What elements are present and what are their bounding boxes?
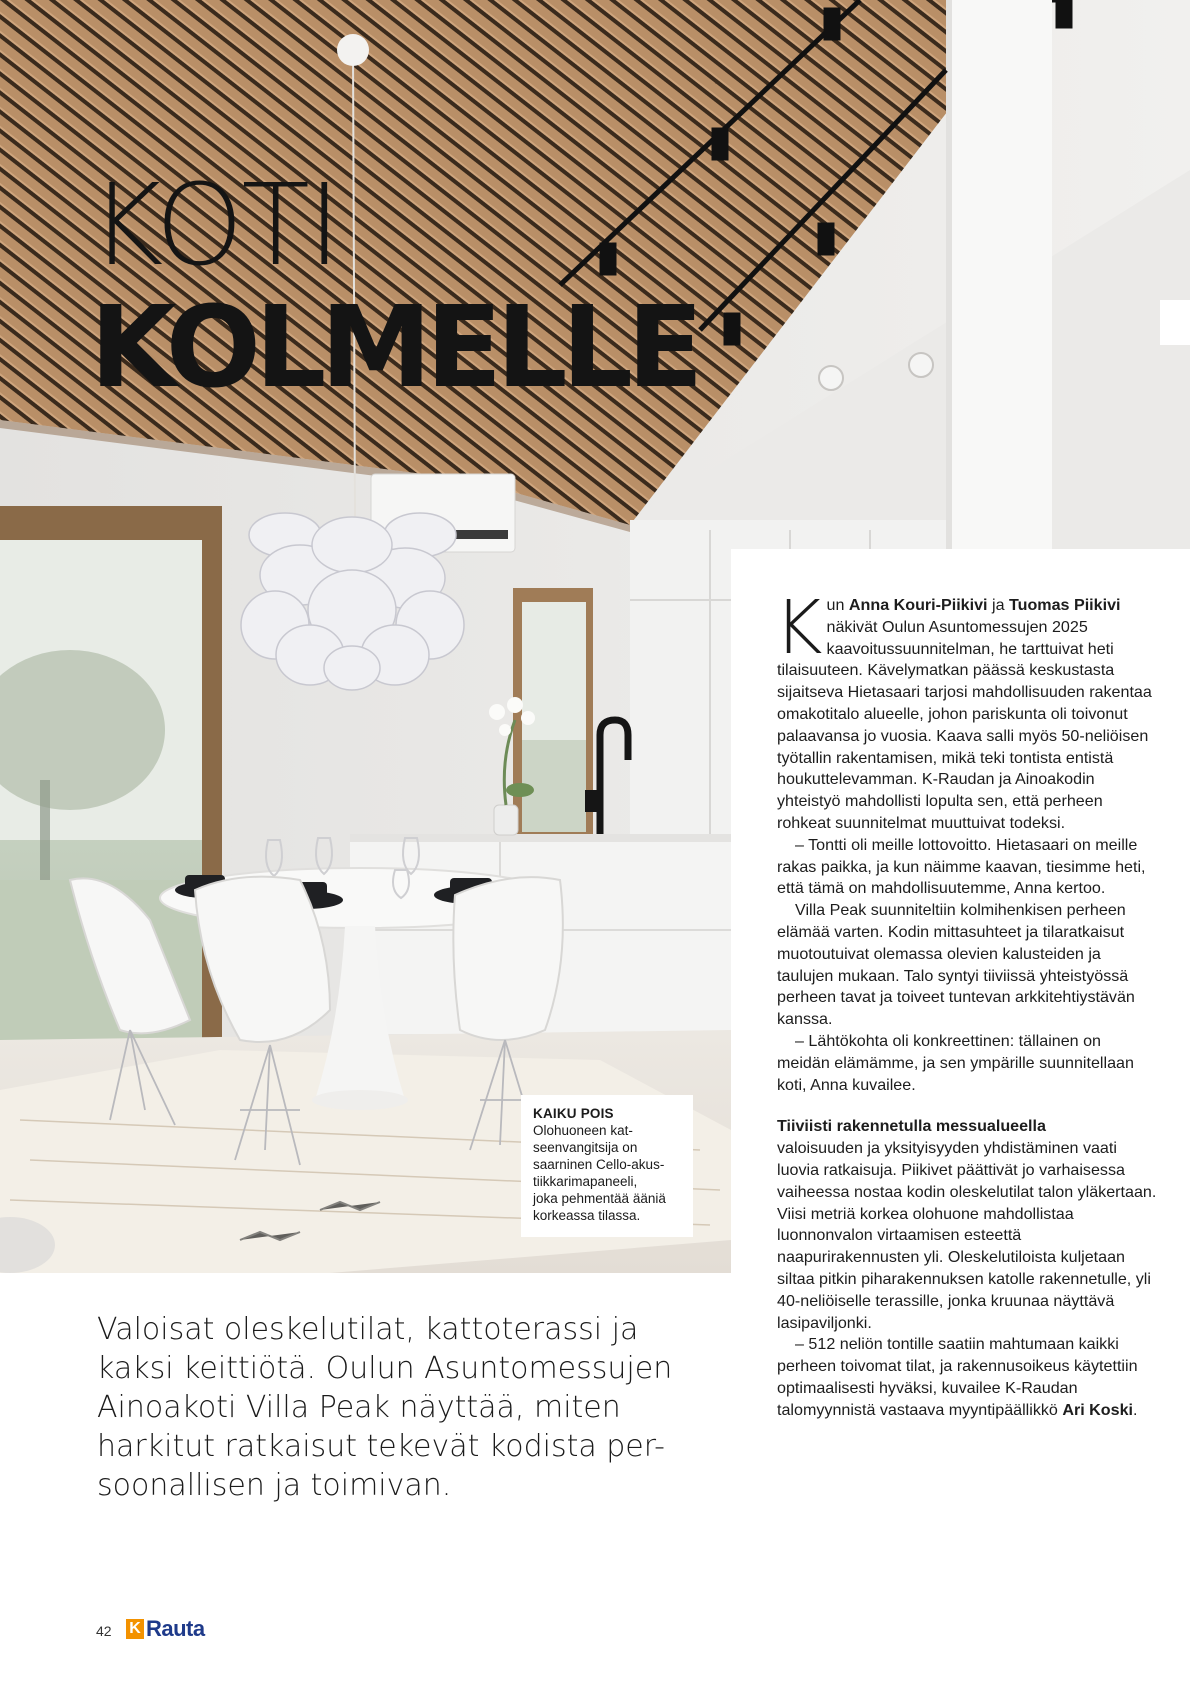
paragraph-6 (777, 1334, 1157, 1421)
p1-text-a: un (826, 596, 849, 614)
p6-text-b: . (1133, 1400, 1138, 1419)
photo-caption (521, 1095, 693, 1237)
brand-k-mark: K (126, 1619, 144, 1639)
paragraph-1 (774, 585, 1157, 835)
p1-text-c: näkivät Oulun Asuntomessujen 2025 kaavoitussuunnitelman, he tarttuivat heti tilaisuuteen. Kävelymatkan päässä keskustasta sijaitseva Hietasaari tarjosi mahdollisuuden rakentaa omakotitalo alueelle, johon pariskunta oli toivonut palaavansa jo vuosia. Kaava salli myös 50-neliöisen työtallin rakentamisen, mikä teki tontista entistä houkuttelevamman. K-Raudan ja Ainoakodin yhteistyö mahdollisti lopulta sen, että perheen rohkeat suunnitelmat muuttuivat todeksi. (777, 617, 1152, 832)
caption-title: KAIKU POIS (533, 1106, 614, 1121)
brand-name: Rauta (146, 1616, 205, 1641)
drop-cap: K (774, 585, 823, 671)
headline-line-1: KOTI (90, 161, 339, 291)
body-column (731, 549, 1190, 1579)
krauta-logo (126, 1616, 205, 1642)
person-name-anna: Anna Kouri-Piikivi (848, 596, 988, 614)
headline-line-2: KOLMELLE (90, 283, 698, 413)
caption-text: Olohuoneen kat- seenvangitsija on saarninen Cello-akus- tiikkarimapaneeli, joka pehmentää ääniä korkeassa tilassa. (533, 1123, 666, 1223)
lead-paragraph: Valoisat oleskelutilat, kattoterassi ja kaksi keittiötä. Oulun Asuntomessujen Ainoakoti Villa Peak näyttää, miten harkitut ratkaisut tekevät kodista per- soonallisen ja toimivan. (97, 1312, 673, 1503)
subheading: Tiiviisti rakennetulla messualueella (777, 1117, 1046, 1136)
p6-text-a: – 512 neliön tontille saatiin mahtumaan kaikki perheen toivomat tilat, ja rakennusoikeus käytettiin optimaalisesti hyväksi, kuvailee K-Raudan talomyynnistä vastaava myyntipäällikkö (777, 1335, 1138, 1419)
person-name-ari: Ari Koski (1062, 1400, 1133, 1419)
headline (90, 161, 698, 413)
paragraph-3: Villa Peak suunniteltiin kolmihenkisen perheen elämää varten. Kodin mittasuhteet ja tilaratkaisut muotoutuivat olemassa olevien kalusteiden ja taulujen mukaan. Talo syntyi tiiviissä yhteistyössä perheen tavat ja toiveet tuntevan arkkitehtiystävän kanssa. (777, 901, 1135, 1029)
page-number: 42 (96, 1623, 112, 1639)
paragraph-2: – Tontti oli meille lottovoitto. Hietasaari on meille rakas paikka, ja kun näimme kaavan, tiesimme heti, että tämä on mahdollisuutemme, Anna kertoo. (777, 835, 1146, 898)
paragraph-5: valoisuuden ja yksityisyyden yhdistäminen vaati luovia ratkaisuja. Piikivet päättivät jo varhaisessa vaiheessa nostaa kodin oleskelutilat talon yläkertaan. Viisi metriä korkea olohuone mahdollistaa luonnonvalon virtaamisen esteettä naapurirakennusten yli. Oleskelutiloista kuljetaan siltaa pitkin piharakennuksen katolle rakennetulle, yli 40-neliöiselle terassille, jonka kruunaa näyttävä lasipaviljonki. (777, 1139, 1157, 1332)
paragraph-4: – Lähtökohta oli konkreettinen: tällainen on meidän elämämme, ja sen ympärille suunnitellaan koti, Anna kuvailee. (777, 1031, 1134, 1094)
body-text (774, 585, 1157, 1421)
person-name-tuomas: Tuomas Piikivi (1009, 596, 1121, 614)
p1-text-b: ja (987, 596, 1009, 614)
